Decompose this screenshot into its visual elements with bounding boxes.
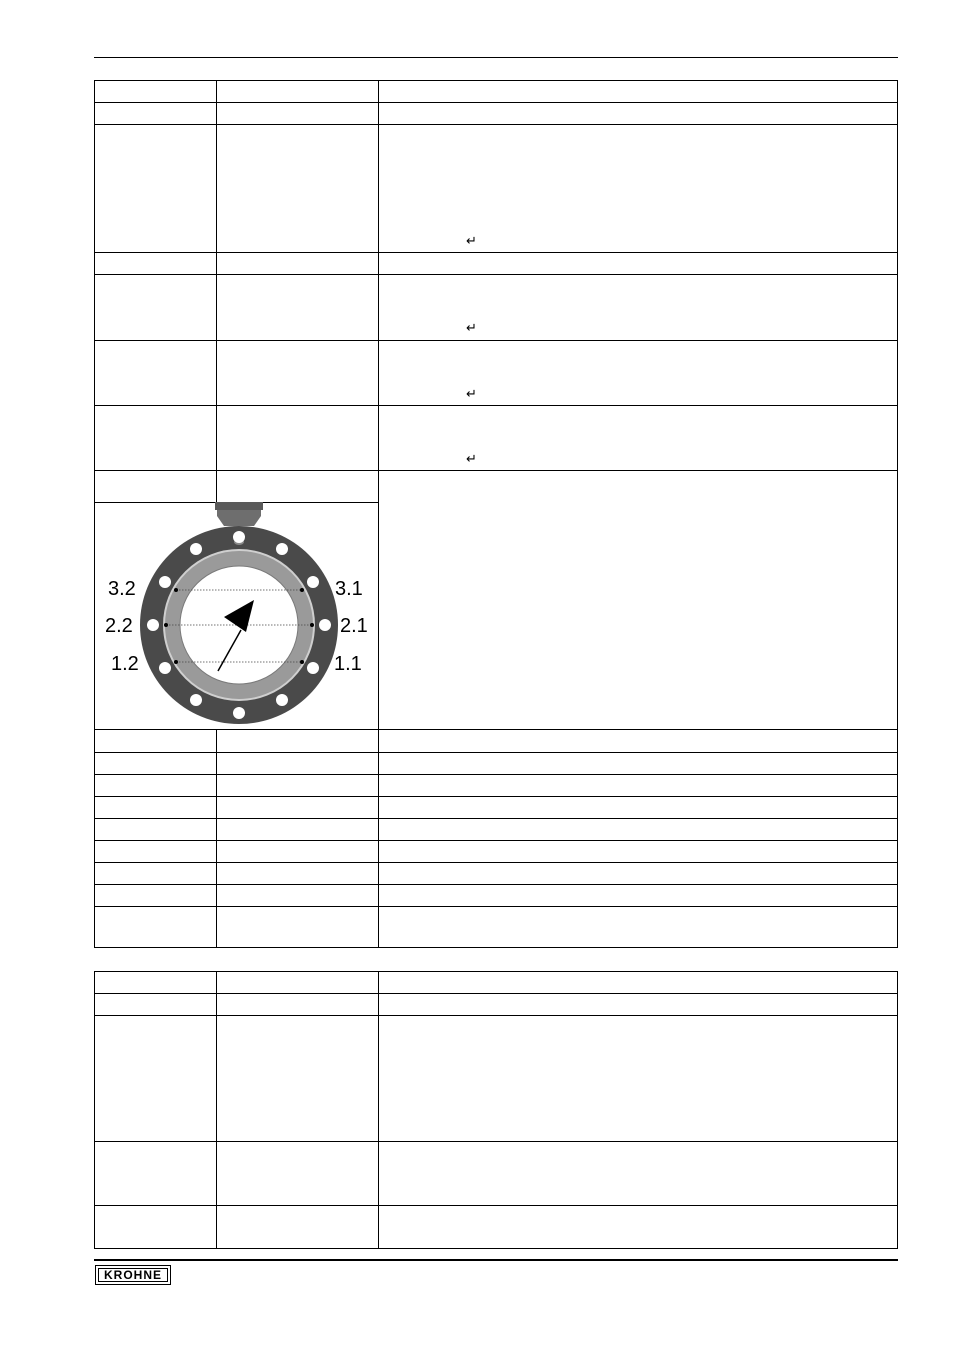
bolt-hole <box>159 576 171 588</box>
bolt-hole <box>276 543 288 555</box>
bolt-hole <box>233 707 245 719</box>
return-symbol: ↵ <box>466 386 477 401</box>
label-3-1: 3.1 <box>335 578 363 600</box>
transducer-point <box>164 623 168 627</box>
table-2-border-bottom <box>94 1248 898 1249</box>
bolt-hole <box>159 662 171 674</box>
table-1-row-divider <box>94 752 898 753</box>
table-1-row-divider <box>94 124 898 125</box>
table-1-row-divider <box>94 729 898 730</box>
bolt-hole <box>190 694 202 706</box>
flowmeter-cross-section-diagram <box>96 500 378 728</box>
table-1-border-left <box>94 80 95 948</box>
bolt-hole <box>307 662 319 674</box>
table-2-border-right <box>897 971 898 1249</box>
transducer-point <box>300 660 304 664</box>
krohne-logo <box>95 1265 171 1285</box>
bolt-hole <box>233 531 245 543</box>
table-2-col-divider <box>216 971 217 1249</box>
table-2-row-divider <box>94 1141 898 1142</box>
parameter-table-2 <box>94 971 898 1249</box>
return-symbol: ↵ <box>466 320 477 335</box>
return-symbol: ↵ <box>466 233 477 248</box>
table-1-row-divider <box>94 340 898 341</box>
table-1-row-divider <box>94 796 898 797</box>
table-1-row-divider <box>94 252 898 253</box>
table-2-col-divider <box>378 971 379 1249</box>
bolt-hole <box>307 576 319 588</box>
label-1-2: 1.2 <box>111 653 139 675</box>
table-2-border-left <box>94 971 95 1249</box>
table-1-row-divider <box>94 405 898 406</box>
label-2-2: 2.2 <box>105 615 133 637</box>
transducer-point <box>174 660 178 664</box>
transducer-point <box>300 588 304 592</box>
connector-base <box>215 502 263 510</box>
label-3-2: 3.2 <box>108 578 136 600</box>
table-1-row-divider <box>94 470 898 471</box>
table-1-row-divider <box>94 884 898 885</box>
table-2-row-divider <box>94 1015 898 1016</box>
table-1-row-divider <box>94 774 898 775</box>
bolt-hole <box>147 619 159 631</box>
table-1-col-divider <box>216 80 217 502</box>
table-1-border-bottom <box>94 947 898 948</box>
table-1-row-divider <box>94 274 898 275</box>
transducer-point <box>174 588 178 592</box>
table-1-row-divider <box>94 906 898 907</box>
label-2-1: 2.1 <box>340 615 368 637</box>
table-1-row-divider <box>94 862 898 863</box>
table-1-row-divider <box>94 840 898 841</box>
table-2-row-divider <box>94 993 898 994</box>
label-1-1: 1.1 <box>334 653 362 675</box>
table-1-col-divider <box>378 80 379 948</box>
bolt-hole <box>276 694 288 706</box>
table-1-border-top <box>94 80 898 81</box>
table-1-row-divider <box>94 102 898 103</box>
footer-rule <box>94 1259 898 1261</box>
bolt-hole <box>190 543 202 555</box>
table-2-border-top <box>94 971 898 972</box>
table-1-row-divider <box>94 818 898 819</box>
flowmeter-cross-section-svg <box>96 500 378 728</box>
transducer-point <box>310 623 314 627</box>
header-rule <box>94 57 898 58</box>
table-2-row-divider <box>94 1205 898 1206</box>
return-symbol: ↵ <box>466 451 477 466</box>
krohne-logo-text: KROHNE <box>98 1268 168 1282</box>
bolt-hole <box>319 619 331 631</box>
table-1-border-right <box>897 80 898 948</box>
table-1-col-divider <box>216 729 217 948</box>
